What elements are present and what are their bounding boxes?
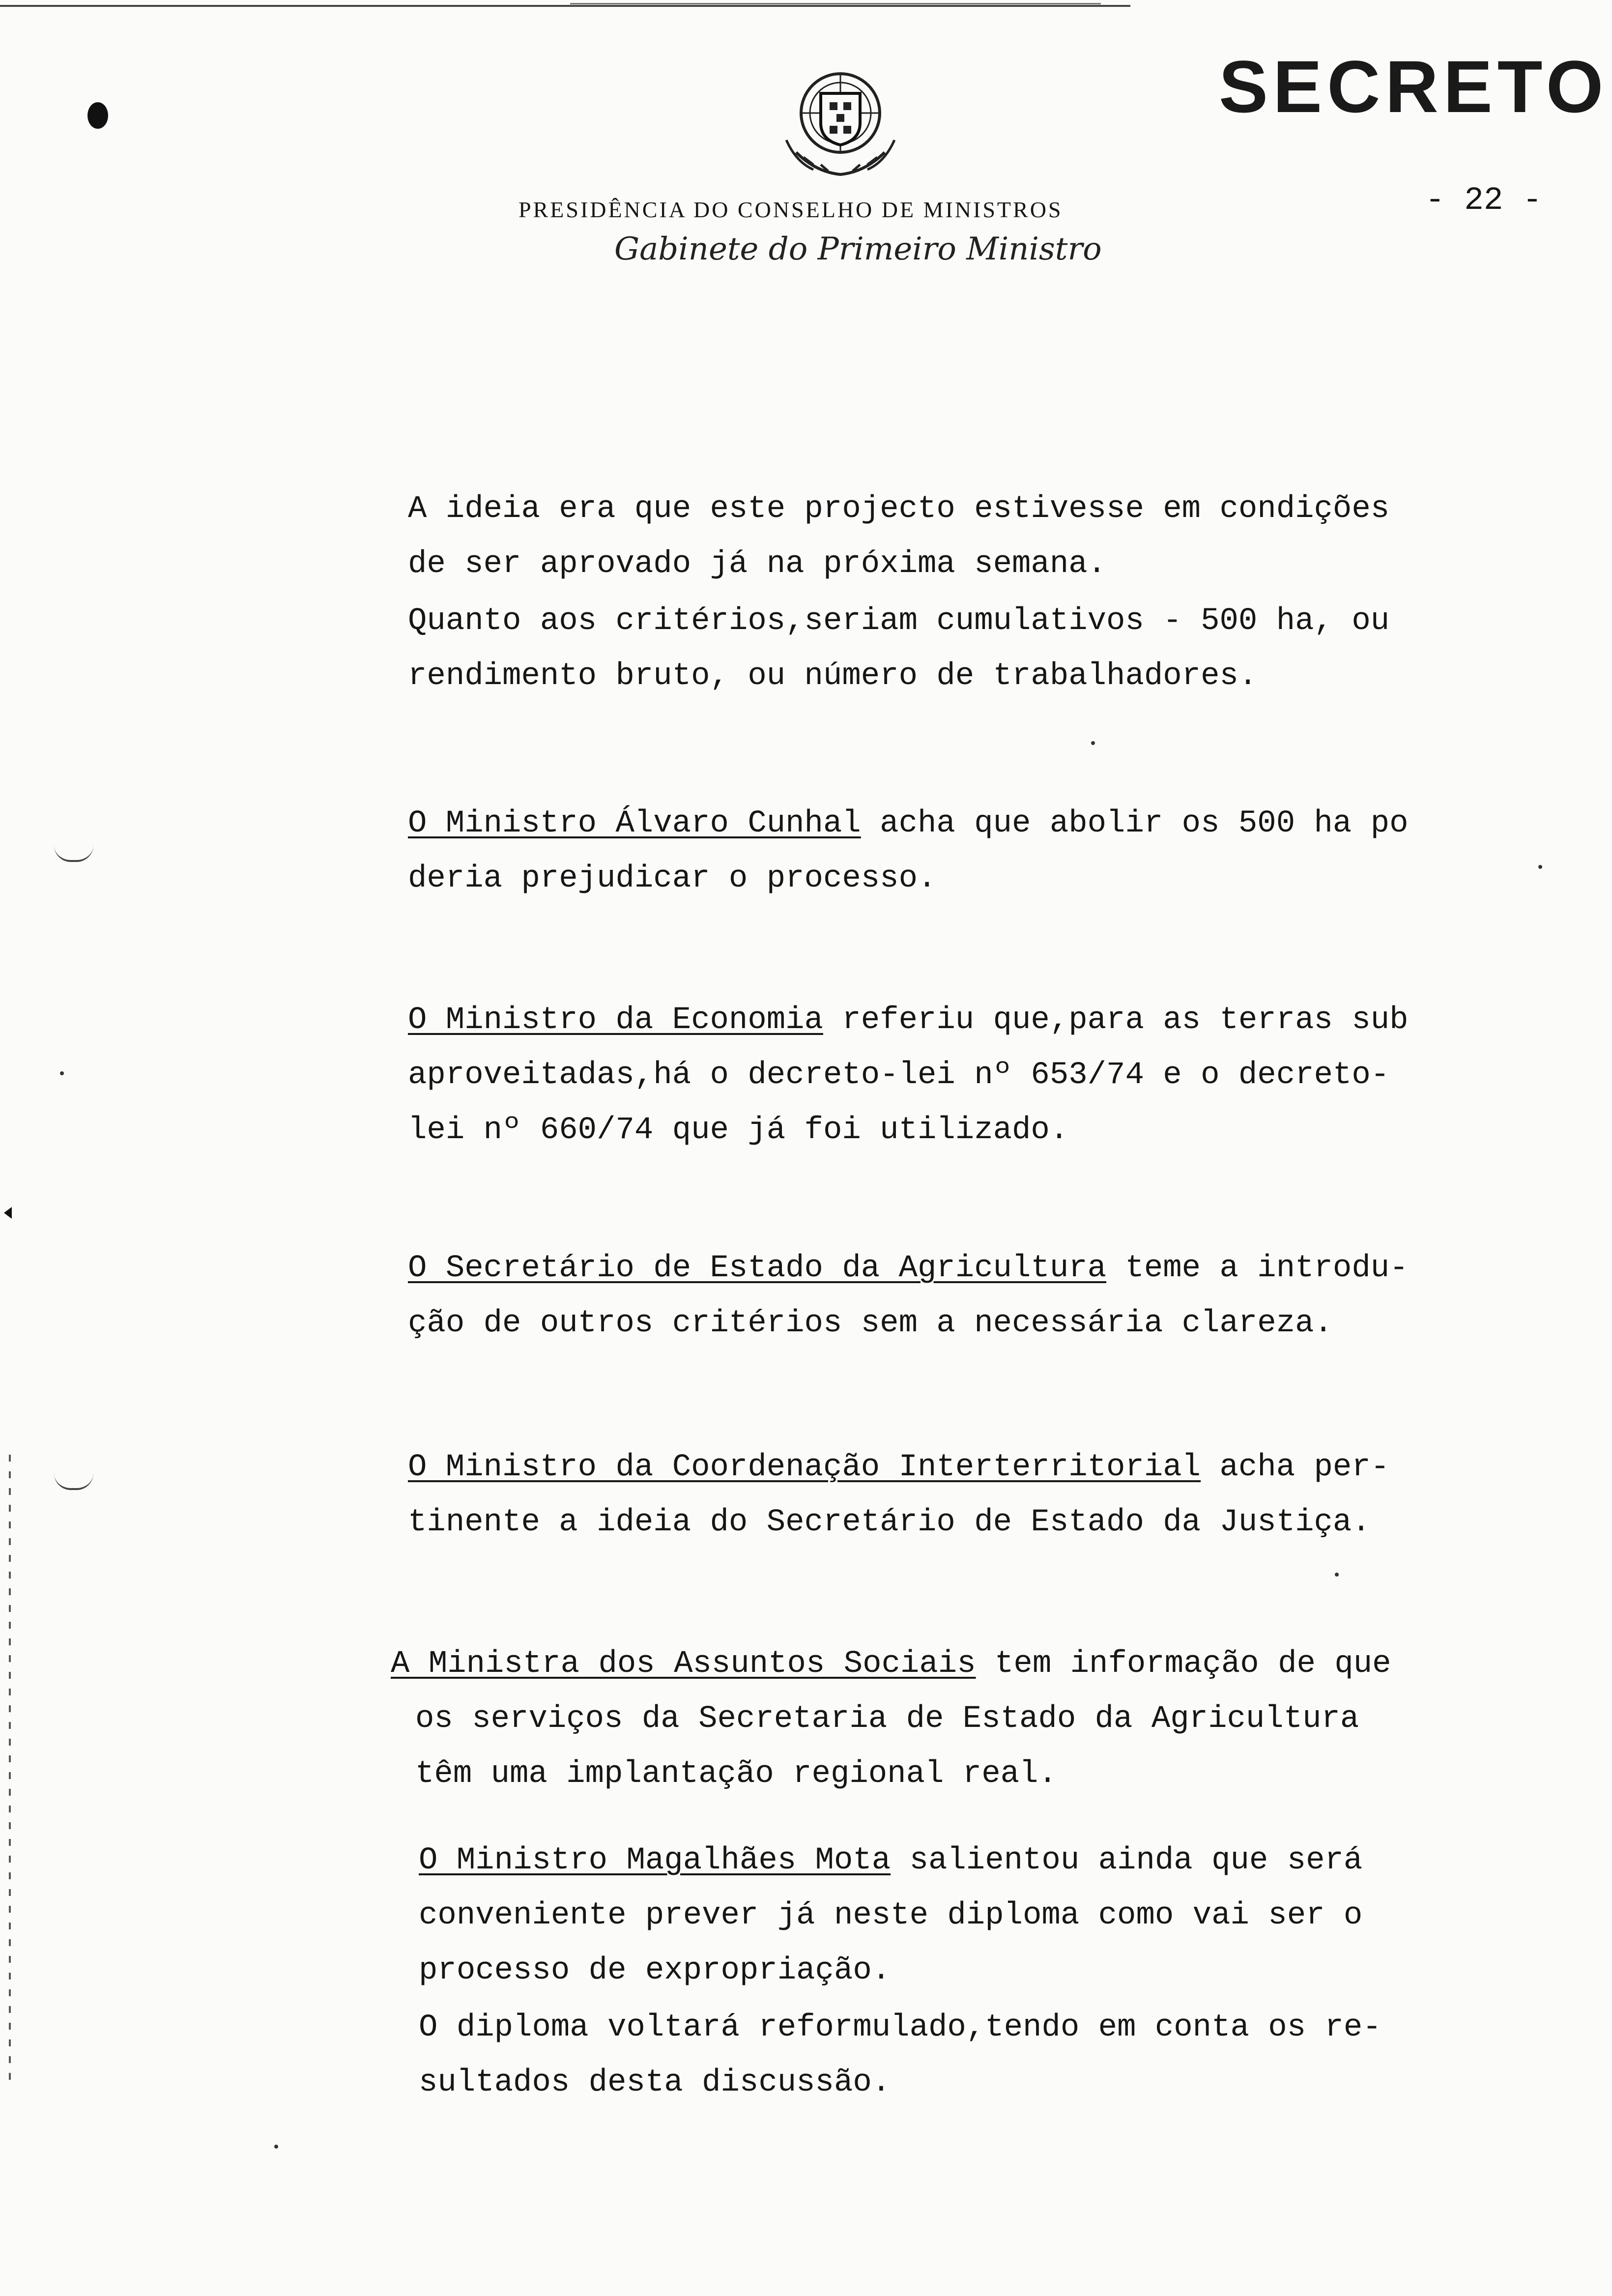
- text-line: aproveitadas,há o decreto-lei nº 653/74 e o decreto-: [408, 1058, 1390, 1093]
- speaker-name: O Ministro Álvaro Cunhal: [408, 806, 861, 841]
- speaker-name: O Secretário de Estado da Agricultura: [408, 1251, 1107, 1286]
- text-line: [419, 1833, 1362, 1888]
- paragraph-magalhaes-mota: [419, 1833, 1362, 1998]
- speaker-name: O Ministro da Economia: [408, 1003, 823, 1038]
- ink-speck: [1091, 741, 1095, 745]
- margin-curve-mark: [54, 845, 93, 862]
- text-line: [408, 993, 1409, 1048]
- text-line: [408, 1440, 1389, 1495]
- text-line: sultados desta discussão.: [419, 2065, 891, 2100]
- classification-stamp: SECRETO: [1219, 45, 1609, 128]
- text-line: conveniente prever já neste diploma como vai ser o: [419, 1898, 1363, 1933]
- margin-arrow-mark: [4, 1207, 12, 1219]
- ink-speck: [60, 1071, 64, 1075]
- text-line: processo de expropriação.: [419, 1953, 891, 1988]
- speaker-statement: referiu que,para as terras sub: [823, 1003, 1409, 1038]
- speaker-statement: tem informação de que: [976, 1646, 1391, 1682]
- page-number: - 22 -: [1425, 182, 1542, 219]
- letterhead-title: PRESIDÊNCIA DO CONSELHO DE MINISTROS: [518, 197, 1063, 222]
- speaker-statement: teme a introdu-: [1106, 1251, 1409, 1286]
- paragraph-coordenacao-interterritorial: [408, 1440, 1389, 1550]
- text-line: tinente a ideia do Secretário de Estado da Justiça.: [408, 1505, 1371, 1540]
- text-line: [408, 1241, 1409, 1296]
- text-line: [408, 796, 1409, 851]
- paragraph-project-timing: [408, 482, 1389, 592]
- text-line: A ideia era que este projecto estivesse em condições: [408, 491, 1390, 527]
- text-line: lei nº 660/74 que já foi utilizado.: [408, 1113, 1069, 1148]
- paragraph-alvaro-cunhal: [408, 796, 1409, 906]
- speaker-name: O Ministro da Coordenação Interterritorial: [408, 1450, 1201, 1485]
- text-line: deria prejudicar o processo.: [408, 861, 937, 896]
- paragraph-criteria: [408, 594, 1389, 704]
- paragraph-ministro-economia: [408, 993, 1409, 1158]
- speaker-name: A Ministra dos Assuntos Sociais: [391, 1646, 976, 1682]
- ink-speck: [1335, 1573, 1339, 1577]
- top-rule-secondary: [570, 3, 1101, 4]
- text-line: de ser aprovado já na próxima semana.: [408, 546, 1107, 582]
- top-rule: [0, 5, 1130, 7]
- text-line: têm uma implantação regional real.: [415, 1756, 1057, 1792]
- margin-curve-mark: [54, 1473, 93, 1490]
- text-line: O diploma voltará reformulado,tendo em conta os re-: [419, 2010, 1382, 2045]
- paragraph-secretario-agricultura: [408, 1241, 1409, 1351]
- text-line: rendimento bruto, ou número de trabalhadores.: [408, 659, 1258, 694]
- letterhead-subtitle: Gabinete do Primeiro Ministro: [614, 231, 1102, 267]
- speaker-statement: acha per-: [1201, 1450, 1390, 1485]
- text-line: os serviços da Secretaria de Estado da Agricultura: [415, 1701, 1359, 1737]
- speaker-statement: acha que abolir os 500 ha po: [861, 806, 1409, 841]
- text-line: ção de outros critérios sem a necessária clareza.: [408, 1306, 1333, 1341]
- ink-speck: [274, 2145, 278, 2149]
- margin-dash-line: [9, 1455, 11, 2089]
- punch-hole-mark: [87, 102, 108, 129]
- paragraph-assuntos-sociais: [391, 1636, 1391, 1802]
- text-line: [391, 1636, 1391, 1692]
- speaker-statement: salientou ainda que será: [891, 1843, 1363, 1878]
- portuguese-coat-of-arms-icon: [767, 59, 914, 192]
- ink-speck: [1538, 865, 1542, 869]
- paragraph-diploma-reformulado: [419, 2000, 1382, 2110]
- speaker-name: O Ministro Magalhães Mota: [419, 1843, 891, 1878]
- text-line: Quanto aos critérios,seriam cumulativos - 500 ha, ou: [408, 603, 1390, 639]
